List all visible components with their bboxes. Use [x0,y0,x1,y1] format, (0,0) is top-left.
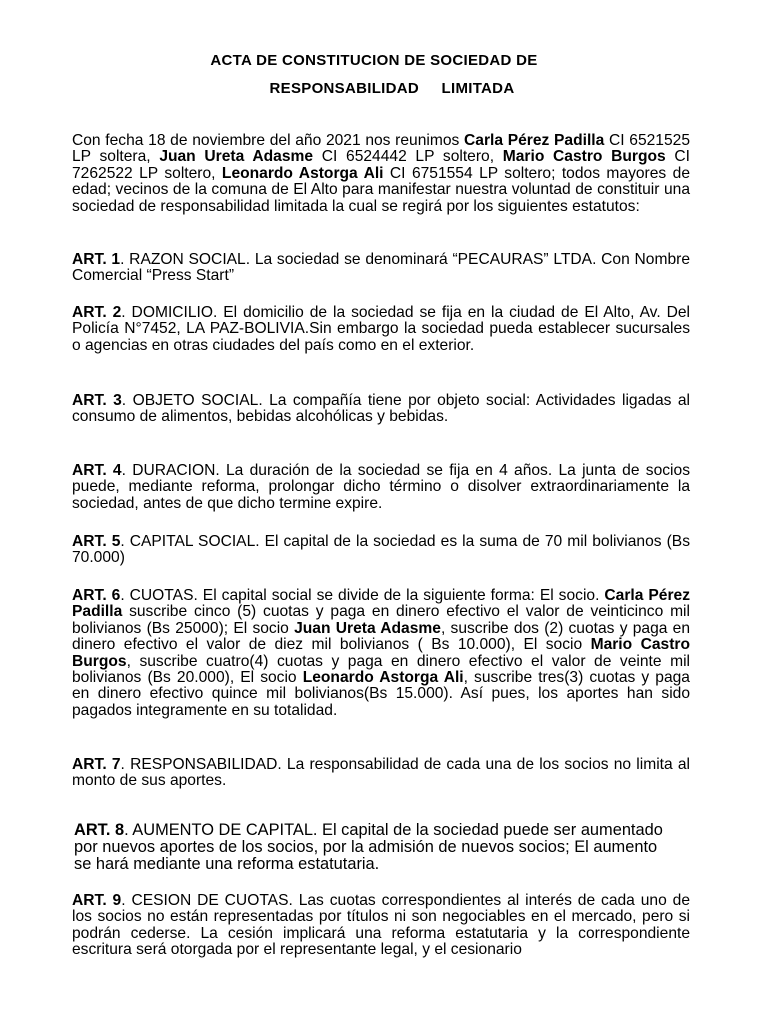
intro-text: CI 6751554 LP soltero; todos mayores de edad; vecinos de la comuna de El Alto para manifestar nuestra voluntad de constituir una sociedad de responsabilidad limitada la cual se regirá por los siguientes estatutos: [72,164,690,215]
document-title-line-2: RESPONSABILIDAD LIMITADA [269,80,515,97]
intro-text: CI 6521525 LP soltera, [72,132,690,166]
partner-name: Mario Castro Burgos [72,636,690,670]
article-text: . RESPONSABILIDAD. La responsabilidad de cada una de los socios no limita al monto de sus aportes. [72,756,691,790]
article-text: suscribe cinco (5) cuotas y paga en dinero efectivo el valor de veinticinco mil bolivianos (Bs 25000); El socio [72,603,690,637]
article-4 [72,463,690,512]
partner-name: Carla Pérez Padilla [464,132,605,149]
article-text: . RAZON SOCIAL. La sociedad se denominará “PECAURAS” LTDA. Con Nombre Comercial “Press Start” [72,251,691,285]
article-label: ART. 5 [72,533,121,550]
partner-name: Juan Ureta Adasme [159,148,314,166]
article-text: , suscribe cuatro(4) cuotas y paga en dinero efectivo el valor de veinte mil bolivianos (Bs 20.000), El socio [72,652,690,687]
article-text: . CESION DE CUOTAS. Las cuotas correspondientes al interés de cada uno de los socios no están representadas por títulos ni son negociables en el mercado, pero si podrán cederse. La cesión implicará una reforma estatutaria y la correspondiente escritura será otorgada por el representante legal, y el cesionario [72,892,690,959]
article-label: ART. 2 [72,304,122,321]
article-1 [72,252,690,285]
article-text: , suscribe tres(3) cuotas y paga en dinero efectivo quince mil bolivianos(Bs 15.000). Así pues, los aportes han sido pagados integramente en su totalidad. [72,669,690,719]
article-text: . DOMICILIO. El domicilio de la sociedad se fija en la ciudad de El Alto, Av. Del Policía N°7452, LA PAZ-BOLIVIA.Sin embargo la sociedad pueda establecer sucursales o agencias en otras ciudades del país como en el exterior. [72,304,691,354]
partner-name: Carla Pérez Padilla [72,587,691,621]
article-text: . OBJETO SOCIAL. La compañía tiene por objeto social: Actividades ligadas al consumo de alimentos, bebidas alcohólicas y bebidas. [72,392,691,426]
article-9 [72,893,690,959]
intro-text: Con fecha 18 de noviembre del año 2021 nos reunimos [72,132,465,149]
article-label: ART. 1 [72,251,121,268]
article-text: . CAPITAL SOCIAL. El capital de la sociedad es la suma de 70 mil bolivianos (Bs 70.000) [72,533,691,567]
article-7 [72,757,690,790]
article-2 [72,305,690,354]
partner-name: Juan Ureta Adasme [294,619,441,637]
partner-name: Leonardo Astorga Ali [221,164,384,182]
document-title-line-1: ACTA DE CONSTITUCION DE SOCIEDAD DE [210,52,538,69]
article-text: , suscribe dos (2) cuotas y paga en dinero efectivo el valor de diez mil bolivianos ( Bs 10.000), El socio [72,619,691,654]
article-label: ART. 8 [74,821,125,839]
article-label: ART. 9 [72,892,122,909]
article-3 [72,393,690,426]
intro-text: CI 7262522 LP soltero, [72,148,690,182]
intro-text: CI 6524442 LP soltero, [313,148,503,166]
article-6 [72,588,690,719]
article-text: . DURACION. La duración de la sociedad se fija en 4 años. La junta de socios puede, mediante reforma, prolongar dicho término o disolver extraordinariamente la sociedad, antes de que dicho termine expire. [72,462,690,512]
article-label: ART. 6 [72,587,121,604]
article-label: ART. 3 [72,392,122,409]
article-text: . AUMENTO DE CAPITAL. El capital de la sociedad puede ser aumentado por nuevos aportes de los socios, por la admisión de nuevos socios; El aumento se hará mediante una reforma estatutaria. [74,821,663,873]
intro-paragraph [72,133,690,215]
article-8 [74,822,674,873]
article-text: . CUOTAS. El capital social se divide de la siguiente forma: El socio. [120,587,605,604]
partner-name: Leonardo Astorga Ali [302,669,464,687]
article-label: ART. 7 [72,756,121,773]
partner-name: Mario Castro Burgos [502,148,666,166]
article-5 [72,534,690,567]
article-label: ART. 4 [72,462,122,479]
